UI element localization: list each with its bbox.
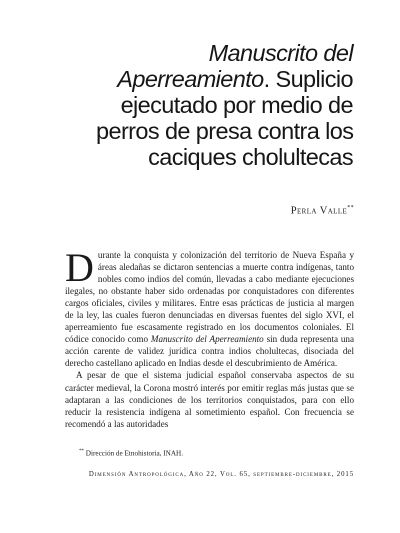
- article-title: [96, 40, 353, 170]
- article-body: [65, 245, 355, 430]
- paragraph-1-text-b: sin duda representa una acción carente de validez jurídica contra indios cholultecas, disociada del derecho castellano aplicado en Indias desde el descubrimiento de América.: [65, 334, 355, 369]
- paragraph-1: [65, 245, 355, 369]
- author-name: Perla Valle: [290, 205, 348, 217]
- title-line-1: [96, 40, 353, 66]
- codex-title: Manuscrito del Aperreamiento: [150, 334, 264, 345]
- running-footer: Dimensión Antropológica, Año 22, Vol. 65, septiembre-diciembre, 2015: [88, 471, 354, 478]
- footnote: [79, 449, 183, 457]
- footnote-text: Dirección de Etnohistoria, INAH.: [85, 449, 184, 458]
- title-line-2-rest: . Suplicio: [263, 66, 353, 92]
- title-line-4: perros de presa contra los: [96, 118, 354, 144]
- title-line-5: caciques cholultecas: [148, 144, 353, 170]
- title-line-2: [96, 66, 353, 92]
- title-italic-1: Manuscrito del: [208, 40, 353, 66]
- title-italic-2: Aperreamiento: [117, 66, 264, 92]
- drop-cap: D: [65, 245, 94, 290]
- author-footnote-marker: **: [347, 205, 354, 211]
- author-byline: [291, 205, 354, 217]
- paragraph-2: A pesar de que el sistema judicial español conservaba aspectos de su carácter medieval, la Corona mostró interés por emitir reglas más justas que se adaptaran a las condiciones de los territorios conquistados, para con ello reducir la resistencia indígena al sometimiento español. Con frecuencia se recomendó a las autoridades: [65, 370, 354, 429]
- footnote-marker: **: [79, 449, 84, 454]
- title-line-3: ejecutado por medio de: [120, 92, 353, 118]
- paragraph-1-text-a: urante la conquista y colonización del territorio de Nueva España y áreas aledañas se dictaron sentencias a muerte contra indígenas, tanto nobles como indios del común, llevadas a cabo mediante ejecuciones ilegales, no obstante haber sido ordenadas por conquistadores con diferentes cargos oficiales, civiles y militares. Entre esas prácticas de justicia al margen de la ley, las cuales fueron denunciadas en diversas fuentes del siglo XVI, el aperreamiento fue escasamente registrado en los documentos coloniales. El códice conocido como: [65, 250, 354, 345]
